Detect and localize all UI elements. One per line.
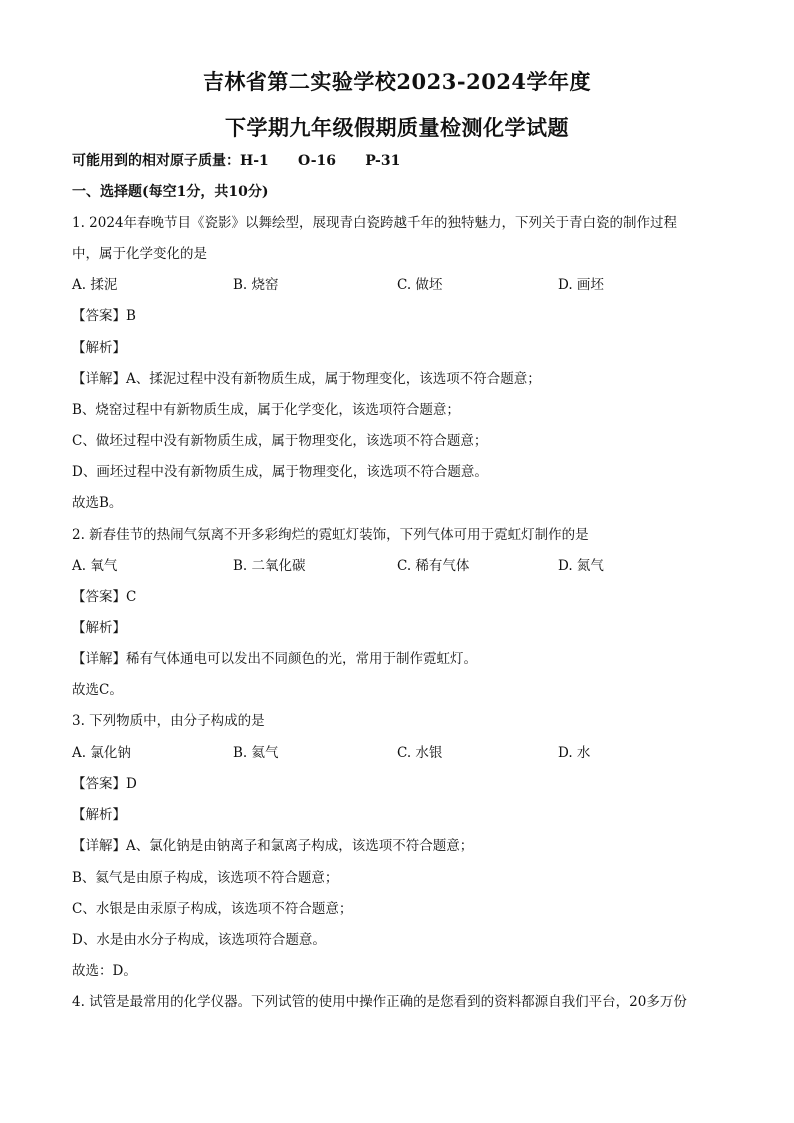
q3-answer: 【答案】D — [72, 776, 137, 792]
q1-stem-line1: 1. 2024年春晚节目《瓷影》以舞绘型，展现青白瓷跨越千年的独特魅力，下列关于青白瓷的制作过程 — [72, 215, 678, 231]
title-line-2: 下学期九年级假期质量检测化学试题 — [225, 115, 569, 140]
q1-option-b: B. 烧窑 — [233, 277, 279, 293]
q3-detail-4: D、水是由水分子构成，该选项符合题意。 — [72, 932, 326, 948]
q2-stem: 2. 新春佳节的热闹气氛离不开多彩绚烂的霓虹灯装饰，下列气体可用于霓虹灯制作的是 — [72, 527, 589, 543]
q3-conclusion: 故选：D。 — [72, 963, 137, 979]
q4-stem: 4. 试管是最常用的化学仪器。下列试管的使用中操作正确的是您看到的资料都源自我们平台，20多万份 — [72, 994, 687, 1010]
section-heading: 一、选择题(每空1分，共10分) — [72, 184, 269, 200]
q2-detail: 【详解】稀有气体通电可以发出不同颜色的光，常用于制作霓虹灯。 — [72, 651, 477, 667]
q2-analysis: 【解析】 — [72, 620, 126, 636]
q1-detail-3: C、做坯过程中没有新物质生成，属于物理变化，该选项不符合题意； — [72, 433, 488, 449]
q1-detail-4: D、画坯过程中没有新物质生成，属于物理变化，该选项不符合题意。 — [72, 464, 488, 480]
q1-stem-line2: 中，属于化学变化的是 — [72, 246, 207, 262]
q1-option-d: D. 画坯 — [558, 277, 604, 293]
q3-option-c: C. 水银 — [397, 745, 443, 761]
q2-answer: 【答案】C — [72, 589, 137, 605]
q3-option-d: D. 水 — [558, 745, 591, 761]
q2-conclusion: 故选C。 — [72, 682, 123, 698]
q3-detail-2: B、氦气是由原子构成，该选项不符合题意； — [72, 870, 339, 886]
q3-detail-1: 【详解】A、氯化钠是由钠离子和氯离子构成，该选项不符合题意； — [72, 838, 474, 854]
q2-option-d: D. 氮气 — [558, 558, 604, 574]
q3-option-b: B. 氦气 — [233, 745, 279, 761]
q1-detail-2: B、烧窑过程中有新物质生成，属于化学变化，该选项符合题意； — [72, 402, 460, 418]
q1-option-a: A. 揉泥 — [72, 277, 118, 293]
atomic-masses: 可能用到的相对原子质量：H-1 O-16 P-31 — [72, 153, 401, 169]
q1-option-c: C. 做坯 — [397, 277, 443, 293]
q2-option-a: A. 氧气 — [72, 558, 118, 574]
q1-answer: 【答案】B — [72, 308, 136, 324]
q1-detail-1: 【详解】A、揉泥过程中没有新物质生成，属于物理变化，该选项不符合题意； — [72, 371, 541, 387]
q3-analysis: 【解析】 — [72, 807, 126, 823]
q2-option-c: C. 稀有气体 — [397, 558, 470, 574]
q2-option-b: B. 二氧化碳 — [233, 558, 306, 574]
title-line-1: 吉林省第二实验学校2023-2024学年度 — [202, 69, 592, 94]
q1-analysis: 【解析】 — [72, 340, 126, 356]
q3-stem: 3. 下列物质中，由分子构成的是 — [72, 713, 265, 729]
q3-option-a: A. 氯化钠 — [72, 745, 131, 761]
q3-detail-3: C、水银是由汞原子构成，该选项不符合题意； — [72, 901, 353, 917]
q1-conclusion: 故选B。 — [72, 495, 123, 511]
